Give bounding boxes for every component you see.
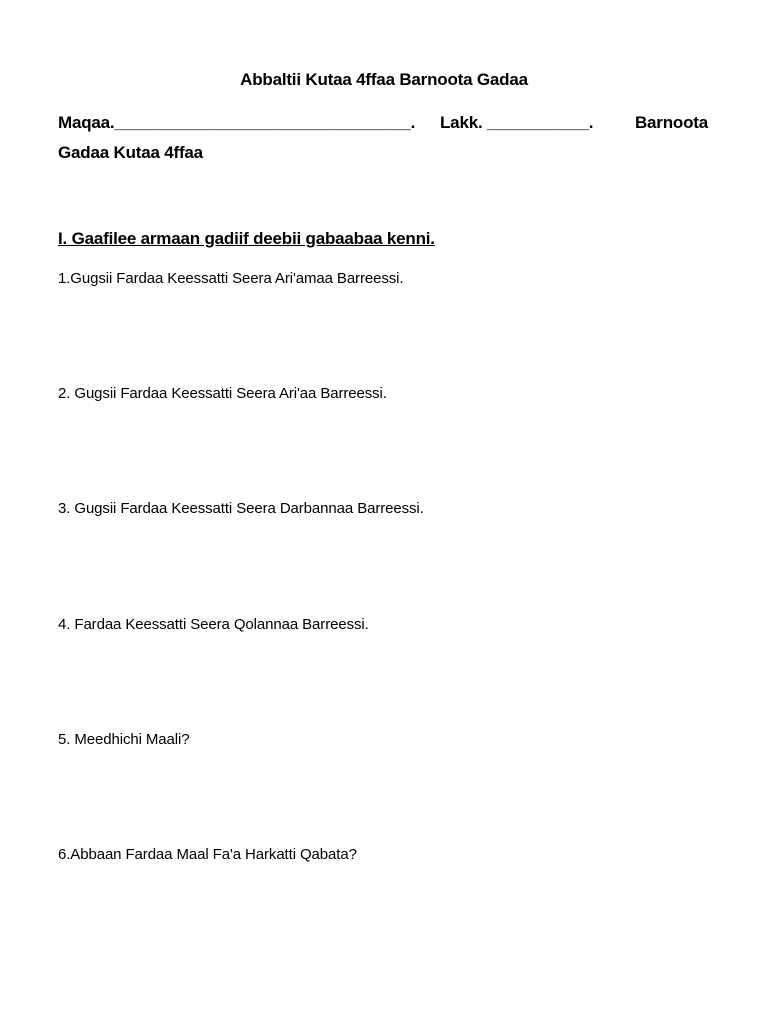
document-title: Abbaltii Kutaa 4ffaa Barnoota Gadaa xyxy=(240,70,528,89)
subject-label: Barnoota xyxy=(634,113,708,132)
question-5: 5. Meedhichi Maali? xyxy=(58,731,190,748)
section-heading: I. Gaafilee armaan gadiif deebii gabaabaa kenni. xyxy=(58,229,435,248)
subject-line-continued: Gadaa Kutaa 4ffaa xyxy=(58,143,203,162)
question-6: 6.Abbaan Fardaa Maal Fa'a Harkatti Qabata? xyxy=(58,846,357,863)
question-4: 4. Fardaa Keessatti Seera Qolannaa Barreessi. xyxy=(58,616,369,633)
question-1: 1.Gugsii Fardaa Keessatti Seera Ari'amaa Barreessi. xyxy=(58,270,404,287)
name-field: Maqaa.________________________________. xyxy=(58,113,416,132)
number-field: Lakk. ___________. xyxy=(440,113,594,132)
question-2: 2. Gugsii Fardaa Keessatti Seera Ari'aa Barreessi. xyxy=(58,385,387,402)
question-3: 3. Gugsii Fardaa Keessatti Seera Darbannaa Barreessi. xyxy=(58,500,424,517)
